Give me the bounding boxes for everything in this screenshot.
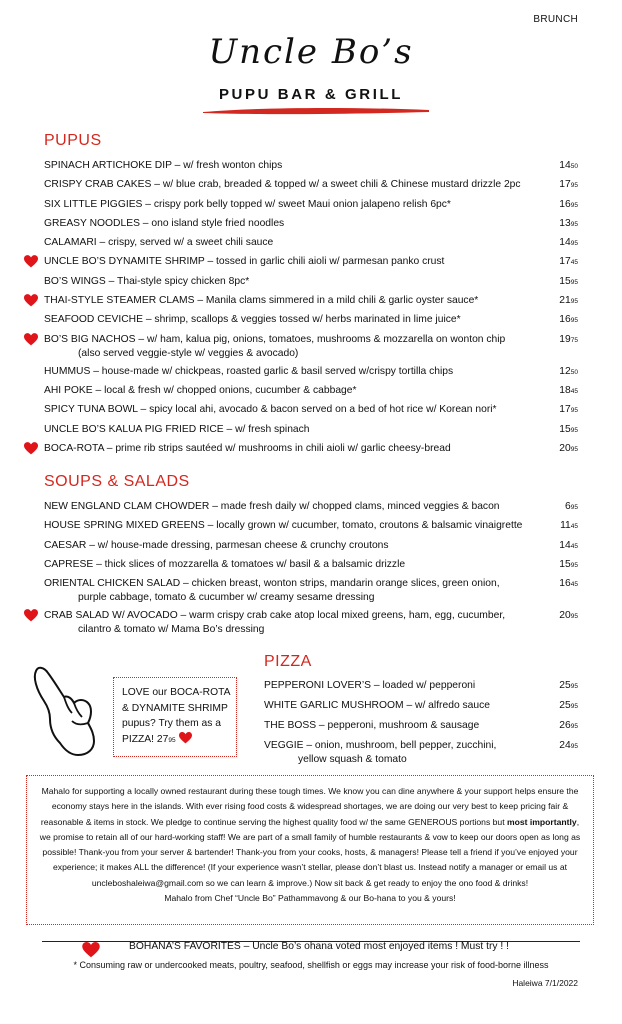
price-cents: 95 [570, 278, 578, 286]
menu-item-row [264, 716, 578, 736]
menu-item-price [530, 676, 578, 696]
menu-item-price [530, 716, 578, 736]
menu-item-price [530, 606, 578, 626]
promo-price [157, 734, 176, 745]
price-dollars: 20 [559, 610, 571, 622]
menu-item-text: SPICY TUNA BOWL – spicy local ahi, avocado & bacon served on a bed of hot rice w/ Korean nori* [44, 404, 497, 416]
menu-item-description [44, 400, 528, 419]
menu-item-description [44, 536, 528, 555]
price-cents: 95 [570, 407, 578, 415]
price-dollars: 18 [559, 384, 571, 396]
menu-item-text: HUMMUS – house-made w/ chickpeas, roasted garlic & basil served w/crispy tortilla chips [44, 365, 454, 377]
price-dollars: 17 [559, 256, 571, 268]
mahalo-emphasis: most importantly [506, 816, 577, 827]
menu-item-price [530, 310, 578, 330]
price-dollars: 15 [559, 558, 571, 570]
menu-item-price [530, 381, 578, 401]
menu-item-row [44, 310, 578, 329]
menu-item-row [264, 696, 578, 716]
mahalo-message [39, 784, 581, 906]
menu-item-text: SPINACH ARTICHOKE DIP – w/ fresh wonton chips [44, 160, 283, 171]
menu-item-price [530, 175, 578, 195]
menu-item-text-continued: cilantro & tomato w/ Mama Bo’s dressing [78, 624, 265, 636]
menu-item-text-continued: purple cabbage, tomato & cucumber w/ creamy sesame dressing [78, 592, 375, 604]
menu-item-row [44, 574, 578, 606]
menu-item-row [44, 420, 578, 439]
menu-item-price [530, 696, 578, 716]
promo-price-dollars: 27 [156, 733, 169, 745]
price-dollars: 20 [559, 442, 571, 454]
menu-item-price [530, 233, 578, 253]
price-cents: 95 [570, 445, 578, 453]
price-cents: 95 [570, 298, 578, 306]
promo-line [122, 732, 234, 749]
menu-item-row [44, 381, 578, 400]
price-cents: 45 [570, 542, 578, 550]
menu-item-price [530, 516, 578, 536]
menu-item-price [530, 439, 578, 459]
menu-item-text: AHI POKE – local & fresh w/ chopped onions, cucumber & cabbage* [44, 384, 357, 396]
price-dollars: 16 [559, 578, 571, 590]
menu-item-row [44, 195, 578, 214]
price-cents: 45 [570, 259, 578, 267]
menu-item-description [264, 696, 528, 715]
promo-price-cents: 95 [168, 736, 176, 744]
menu-item-row [264, 736, 578, 768]
menu-item-description [44, 420, 528, 439]
menu-item-row [44, 362, 578, 381]
menu-item-row [44, 233, 578, 252]
menu-item-description [44, 291, 528, 310]
price-cents: 45 [570, 387, 578, 395]
restaurant-logo-subtitle: PUPU BAR & GRILL [218, 86, 404, 103]
price-cents: 95 [570, 201, 578, 209]
menu-item-price [530, 330, 578, 350]
menu-item-text: CRISPY CRAB CAKES – w/ blue crab, breaded & topped w/ a sweet chili & Chinese mustard drizzle 2pc [44, 179, 521, 191]
price-dollars: 25 [559, 680, 571, 691]
menu-item-text: NEW ENGLAND CLAM CHOWDER – made fresh daily w/ chopped clams, minced veggies & bacon [44, 501, 500, 512]
menu-item-description [44, 310, 528, 329]
menu-item-price [530, 574, 578, 594]
price-dollars: 14 [559, 539, 571, 551]
price-dollars: 15 [559, 423, 571, 435]
menu-item-text: BOCA-ROTA – prime rib strips sautéed w/ mushrooms in chili aioli w/ garlic cheesy-bread [44, 442, 451, 454]
soups-salads-list [44, 497, 578, 638]
mahalo-text-part: Mahalo for supporting a locally owned restaurant during these tough times. We know you can dine anywhere & your support helps ensure the economy stays here in the islands. With ever rising food costs & widespread shortages, we are doing our very best to keep pricing fair & reasonable & items in stock. We pledge to continue serving the highest quality food w/ the same GENEROUS portions but [40, 786, 579, 827]
price-dollars: 17 [559, 179, 571, 191]
price-dollars: 6 [565, 501, 571, 512]
price-cents: 95 [570, 317, 578, 325]
heart-icon [24, 255, 38, 268]
menu-item-text: HOUSE SPRING MIXED GREENS – locally grown w/ cucumber, tomato, croutons & balsamic vinaigrette [44, 520, 523, 532]
menu-item-text-continued: yellow squash & tomato [298, 754, 407, 765]
menu-item-description [44, 214, 528, 233]
menu-item-price [530, 536, 578, 556]
menu-item-price [530, 497, 578, 517]
shaka-hand-icon [30, 663, 100, 763]
menu-item-row [44, 400, 578, 419]
menu-item-price [530, 362, 578, 382]
price-dollars: 12 [559, 365, 571, 377]
menu-item-price [530, 736, 578, 756]
menu-item-row [44, 606, 578, 638]
price-cents: 95 [570, 723, 578, 730]
menu-item-row [44, 497, 578, 516]
menu-item-row [44, 330, 578, 362]
favorites-legend: BOHANA’S FAVORITES – Uncle Bo’s ohana voted most enjoyed items ! Must try ! ! [129, 941, 509, 952]
menu-item-text: VEGGIE – onion, mushroom, bell pepper, zucchini, [264, 740, 497, 751]
menu-item-text: PEPPERONI LOVER’S – loaded w/ pepperoni [264, 680, 476, 691]
menu-item-row [44, 214, 578, 233]
price-cents: 95 [570, 182, 578, 190]
menu-item-text: WHITE GARLIC MUSHROOM – w/ alfredo sauce [264, 700, 491, 711]
price-dollars: 25 [559, 700, 571, 711]
price-dollars: 21 [559, 295, 571, 307]
heart-icon [24, 609, 38, 622]
price-cents: 95 [570, 683, 578, 690]
menu-item-description [44, 175, 528, 194]
promo-text [122, 685, 234, 748]
logo-brush-stroke [203, 106, 429, 116]
price-cents: 95 [570, 220, 578, 228]
price-cents: 50 [570, 368, 578, 376]
menu-item-text: CAPRESE – thick slices of mozzarella & tomatoes w/ basil & a balsamic drizzle [44, 558, 406, 570]
menu-item-row [44, 156, 578, 175]
menu-item-description [264, 716, 528, 735]
menu-item-price [530, 214, 578, 234]
menu-item-row [44, 252, 578, 271]
price-cents: 50 [570, 163, 578, 170]
menu-item-description [44, 195, 528, 214]
menu-item-price [530, 400, 578, 420]
menu-item-price [530, 156, 578, 176]
heart-icon [179, 732, 192, 744]
heart-icon [24, 442, 38, 455]
price-dollars: 19 [559, 333, 571, 345]
menu-item-text: GREASY NOODLES – ono island style fried noodles [44, 217, 285, 229]
price-cents: 45 [570, 581, 578, 589]
price-cents: 95 [570, 703, 578, 710]
promo-line: LOVE our BOCA-ROTA [122, 687, 231, 698]
menu-item-description [44, 577, 528, 605]
menu-item-row [44, 516, 578, 535]
menu-item-price [530, 555, 578, 575]
menu-item-text: BO’S BIG NACHOS – w/ ham, kalua pig, onions, tomatoes, mushrooms & mozzarella on wonton chip [44, 333, 506, 345]
price-dollars: 26 [559, 720, 571, 731]
menu-item-text: UNCLE BO’S DYNAMITE SHRIMP – tossed in garlic chili aioli w/ parmesan panko crust [44, 256, 445, 268]
section-title-pupus: PUPUS [44, 132, 102, 149]
mahalo-signoff: Mahalo from Chef “Uncle Bo” Pathammavong & our Bo-hana to you & yours! [164, 893, 456, 904]
price-dollars: 11 [560, 520, 571, 532]
menu-item-price [530, 291, 578, 311]
pupus-list [44, 156, 578, 458]
menu-item-row [44, 175, 578, 194]
menu-item-price [530, 420, 578, 440]
price-cents: 95 [570, 743, 578, 750]
menu-item-row [44, 536, 578, 555]
price-cents: 95 [570, 504, 578, 511]
promo-box [113, 677, 237, 757]
menu-item-row [264, 676, 578, 696]
menu-item-row [44, 291, 578, 310]
section-title-soups-salads: SOUPS & SALADS [44, 473, 190, 490]
menu-item-row [44, 272, 578, 291]
menu-item-price [530, 272, 578, 292]
mahalo-message-box [26, 775, 594, 925]
menu-item-row [44, 439, 578, 458]
menu-item-description [44, 439, 528, 458]
menu-item-description [44, 272, 528, 291]
menu-item-description [44, 381, 528, 400]
price-cents: 95 [570, 561, 578, 569]
menu-item-description [44, 362, 528, 381]
price-dollars: 16 [559, 314, 571, 326]
price-dollars: 24 [559, 740, 571, 751]
mahalo-text-part: , we promise to retain all of our hard-working staff! We are part of a small family of humble restaurants & vow to keep our doors open as long as possible! Thank-you from your server & bartender! Thank-you from your cooks, hosts, & managers! Please tell a friend if you’ve enjoyed your experience; it makes ALL the difference! (If your experience wasn’t stellar, please don’t blast us. Instead notify a manager or email us at uncleboshaleiwa@gmail.com so we can learn & improve.) Now sit back & get ready to enjoy the ono food & drinks! [39, 816, 581, 888]
price-cents: 95 [570, 613, 578, 621]
heart-icon [24, 333, 38, 346]
menu-item-row [44, 555, 578, 574]
menu-item-description [44, 233, 528, 252]
price-cents: 95 [570, 240, 578, 248]
menu-item-description [264, 739, 528, 767]
menu-item-text: SEAFOOD CEVICHE – shrimp, scallops & veggies tossed w/ herbs marinated in lime juice* [44, 314, 461, 326]
menu-item-text: CALAMARI – crispy, served w/ a sweet chili sauce [44, 237, 274, 249]
price-dollars: 14 [559, 160, 571, 171]
price-cents: 95 [570, 426, 578, 434]
menu-item-description [44, 156, 528, 175]
heart-icon [24, 294, 38, 307]
menu-item-text: CAESAR – w/ house-made dressing, parmesan cheese & crunchy croutons [44, 539, 389, 551]
promo-line: pupus? Try them as a [122, 718, 222, 729]
section-title-pizza: PIZZA [264, 653, 312, 670]
menu-item-text: UNCLE BO’S KALUA PIG FRIED RICE – w/ fresh spinach [44, 423, 310, 435]
promo-line-pizza: PIZZA! [122, 733, 155, 745]
price-dollars: 14 [559, 237, 571, 249]
price-dollars: 15 [559, 275, 571, 287]
menu-item-description [44, 252, 528, 271]
menu-item-description [264, 676, 528, 695]
menu-item-description [44, 497, 528, 516]
menu-item-text: CRAB SALAD W/ AVOCADO – warm crispy crab cake atop local mixed greens, ham, egg, cucumber, [44, 610, 506, 622]
menu-label: BRUNCH [533, 14, 578, 25]
menu-item-text: ORIENTAL CHICKEN SALAD – chicken breast, wonton strips, mandarin orange slices, green onion, [44, 578, 500, 590]
price-dollars: 16 [559, 198, 571, 210]
location-date: Haleiwa 7/1/2022 [512, 978, 578, 988]
restaurant-logo-name: Uncle Bo’s [208, 32, 414, 72]
health-disclaimer: * Consuming raw or undercooked meats, poultry, seafood, shellfish or eggs may increase your risk of food-borne illness [73, 960, 549, 970]
menu-item-description [44, 333, 528, 361]
price-dollars: 17 [559, 404, 571, 416]
menu-item-text: THAI-STYLE STEAMER CLAMS – Manila clams simmered in a mild chili & garlic oyster sauce* [44, 295, 479, 307]
menu-item-description [44, 516, 528, 535]
menu-item-description [44, 609, 528, 637]
price-cents: 75 [570, 336, 578, 344]
menu-item-description [44, 555, 528, 574]
promo-line: & DYNAMITE SHRIMP [122, 702, 228, 714]
menu-item-text-continued: (also served veggie-style w/ veggies & avocado) [78, 347, 299, 359]
pizza-list [264, 676, 578, 768]
menu-item-text: SIX LITTLE PIGGIES – crispy pork belly topped w/ sweet Maui onion jalapeno relish 6pc* [44, 198, 451, 210]
price-dollars: 13 [559, 217, 571, 229]
menu-item-text: BO’S WINGS – Thai-style spicy chicken 8pc* [44, 275, 250, 287]
price-cents: 45 [570, 523, 578, 531]
menu-item-price [530, 252, 578, 272]
menu-item-price [530, 195, 578, 215]
menu-item-text: THE BOSS – pepperoni, mushroom & sausage [264, 720, 480, 731]
